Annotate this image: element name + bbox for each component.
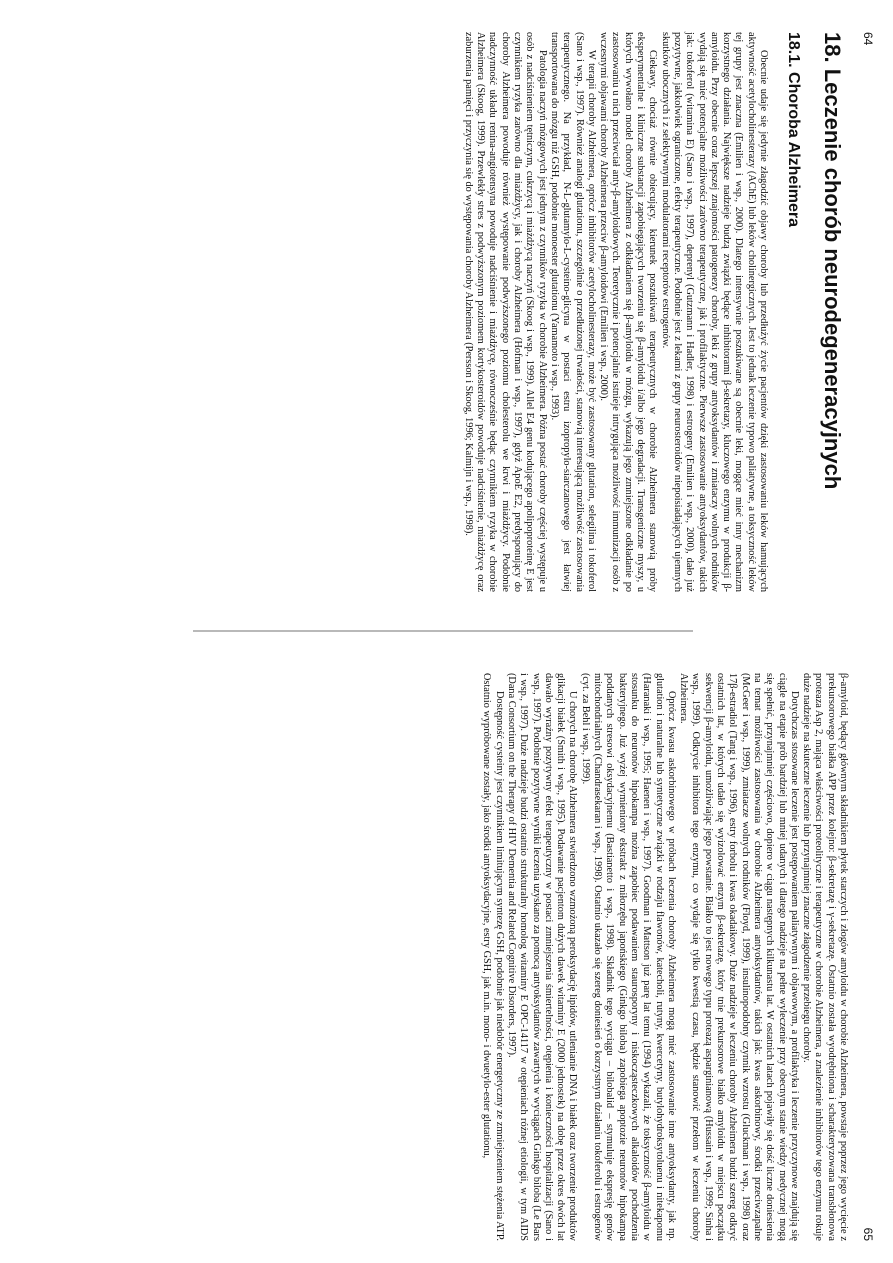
- paragraph: Ciekawy, chociaż równie obiecujący, kierunek poszukiwań terapeutycznych w chorobie Alzheimera stanowią próby eksperymentalne i kliniczne substancji zapobiegających tworzeniu się β-amyloidu i/albo jego degradacji. Transgeniczne myszy, u których wywołano model choroby Alzheimera z odkładaniem się β-amyloidu w mózgu, wykazują jego zmniejszone odkładanie po zastosowaniu u nich przeciwciał anty-β-amyloidowych. Teoretycznie i potencjalnie istnieje intrygująca możliwość immunizacji osób z wczesnymi objawami choroby Alzheimera przeciw β-amyloidowi (Emilien i wsp., 2000).: [598, 32, 659, 592]
- section-title: 18.1. Choroba Alzheimera: [785, 32, 802, 228]
- page-gutter: [0, 630, 893, 632]
- paragraph: U chorych na chorobę Alzheimera stwierdzono wzmożoną peroksydację lipidów, utlenianie DNA i białek oraz tworzenie produktów glikacji białek (Smith i wsp., 1995). Podawanie pacjentom dużych dawek witaminy E (2000 jednostek) na dobę przez okres dwóch lat dawało wyraźny pozytywny efekt terapeutyczny w postaci zmniejszenia śmiertelności, otępienia i konieczności hospitalizacji (Sano i wsp., 1997). Podobnie pozytywne wyniki leczenia uzyskano za pomocą antyoksydantów zawartych w wyciągach Ginkgo biloba (Le Bars i wsp., 1997). Duże nadzieje budzi ostatnio strukturalny homolog witaminy E OPC-14117 w otępieniach różnej etiologii, w tym AIDS (Dana Consortium on the Therapy of HIV Dementia and Related Cognitive Disorders, 1997).: [505, 673, 579, 1241]
- paragraph: Dostępność cysteiny jest czynnikiem limitującym syntezę GSH, podobnie jak niedobór energetyczny ze zmniejszeniem stężenia ATP. Ostatnio wypróbowane zostały, jako środki antyoksydacyjne, estry GSH, jak m.in. mono- i dwuetylo-ester glutationu,: [481, 673, 505, 1241]
- page-number-left: 64: [861, 32, 875, 46]
- page-number-right: 65: [861, 1227, 875, 1241]
- paragraph: Patologia naczyń mózgowych jest jednym z czynników ryzyka w chorobie Alzheimera. Późna postać choroby częściej występuje u osób z nadciśnieniem tętniczym, cukrzycą i miażdżycą naczyń (Skoog i wsp., 1999). Allel E4 genu kodującego apolipoproteinę E jest czynnikiem ryzyka zarówno dla miażdżycy, jak i choroby Alzheimera (Hofman i wsp., 1997), gdyż ApoE E2, predysponujący do choroby Alzheimera powoduje również występowanie podwyższonego poziomu cholesterolu we krwi i miażdżycy. Podobnie nadczynność układu renina-angiotensyna powoduje nadciśnienie i miażdżycę, równocześnie będąc czynnikiem ryzyka w chorobie Alzheimera (Skoog, 1999). Przewlekły stres z podwyższonym poziomem kortykosteroidów powoduje nadciśnienie, miażdżycę oraz zaburzenia pamięci i przyczynia się do występowania choroby Alzheimera (Persson i Skoog, 1996; Kalmijn i wsp., 1998).: [462, 32, 548, 592]
- paragraph: Oprócz kwasu askorbinowego w próbach leczenia choroby Alzheimera mogą mieć zastosowanie inne antyoksydanty, jak np. glutation i naturalne lub syntetyczne związki w rodzaju flawonów, katecholi, rutyny, kwercetyny, butylohydroksytoluenu i nitekapomu (Haranaki i wsp., 1995; Haenen i wsp., 1997). Goodman i Mattson już parę lat temu (1994) wykazali, że toksyczność β-amyloidu w stosunku do neuronów hipokampa można zapobiec podawaniem staurosporyny i niskocząsteczkowych alkaloidów pochodzenia bakteryjnego. Już wyżej wymieniony ekstrakt z miłorzębu japońskiego (Ginkgo biloba) zapobiega apoptozie neuronów hipokampa poddanych stresowi oksydacyjnemu (Bastianetto i wsp., 1998). Składnik tego wyciągu – bilobalid – stymuluje ekspresję genów mitochondrialnych (Chandrasekaran i wsp., 1998). Ostatnio ukazało się szereg doniesień o korzystnym działaniu tokoferolu i estrogenów (cyt. za Behl i wsp., 1999).: [579, 673, 677, 1241]
- paragraph: β-amyloid, będący głównym składnikiem płytek starczych i złogów amyloidu w chorobie Alzheimera, powstaje poprzez jego wycięcie z prekursorowego białka APP przez kolejno: β-sekretazę i γ-sekretazę. Ostatnio została wyodrębniona i scharakteryzowana transbłonowa proteaza Asp 2, mająca właściwości proteolityczne i terapeutyczne w chorobie Alzheimera, a znalezienie inhibitorów tego enzymu rokuje duże nadzieje na skuteczne leczenie lub przynajmniej znaczne złagodzenie przebiegu choroby.: [801, 673, 849, 1241]
- right-page: [0, 643, 893, 1263]
- chapter-title: 18. Leczenie chorób neurodegeneracyjnych: [820, 32, 845, 490]
- paragraph: Obecnie udaje się jedynie złagodzić objawy choroby lub przedłużyć życie pacjentów dzięki zastosowaniu leków hamujących aktywność acetylocholinesterazy (AChE) lub leków cholinergicznych. Jest to jednak leczenie typowo paliatywne, a toksyczność leków tej grupy jest znaczna (Emilien i wsp., 2000). Dlatego intensywnie poszukiwane są obecnie leki, mogące mieć inny mechanizm korzystnego działania. Największe nadzieje budzą związki będące inhibitorami β-sekretazy, kluczowego enzymu w produkcji β-amyloidu. Przy obecnie coraz lepszej znajomości patogenezy choroby, leki z grupy antyoksydantów i zmiataczy wolnych rodników wydają się mieć potencjalne możliwości zarówno terapeutyczne, jak i profilaktyczne. Pierwsze zastosowanie antyoksydantów, takich jak: tokoferol (witamina E) (Sano i wsp., 1997), deprenyl (Gutzmann i Hadler, 1998) i estrogeny (Emilien i wsp., 2000), dało już pozytywne, jakkolwiek ograniczone, efekty terapeutyczne. Podobnie jest z lekami z grupy neurosteroidów niepoisiadających ujemnych skutków ubocznych i z selektywnymi modulatorami receptorów estrogenów.: [659, 32, 769, 592]
- left-page: [0, 0, 893, 620]
- paragraph: W terapii choroby Alzheimera, oprócz inhibitorów acetylocholinesterazy, może być zastosowany glutation, selegilina i tokoferol (Sano i wsp., 1997). Również analogi glutationu, szczególnie o przedłużonej trwałości, stanowią interesującą możliwość zastosowania terapeutycznego. Na przykład, N-L-glutamylo-L-cysteino-glicyna w postaci estru izopropylo-siarczanowego jest łatwiej transportowana do mózgu niż GSH, podobnie monoester glutationu (Yamamoto i wsp., 1993).: [548, 32, 597, 592]
- paragraph: Dotychczas stosowane leczenie jest postępowaniem paliatywnym i objawowym, a profilaktyka i leczenie przyczynowe znajdują się ciągle na etapie prób bardziej lub mniej udanych i dlatego nadzieje na pełne wyleczenie przy obecnym stanie wiedzy medycznej mogą się spełnić, przynajmniej częściowo, dopiero w ciągu następnych kilkunastu lat. W ostatnich latach pojawiły się dość liczne doniesienia na temat możliwości zastosowania w chorobie Alzheimera antyoksydantów, takich jak: kwas askorbinowy, środki przeciwzapalne (McGeer i wsp., 1999), zmiatacze wolnych rodników (Floyd, 1999), insulinopodobny czynnik wzrostu (Gluckman i wsp., 1998) oraz 17β-estradiol (Tang i wsp., 1996), estry forbolu i kwas okadaikowy. Duże nadzieje w leczeniu choroby Alzheimera budzi szereg odkryć ostatnich lat, w których udało się wyizolować enzym β-sekretazę, który tnie prekursorowe białko amyloidu w miejscu początku sekwencji β-amyloidu, umożliwiając jego powstanie. Białko to jest nowego typu proteazą asparginianową (Hussain i wsp., 1999; Sinha i wsp., 1999). Odkrycie inhibitora tego enzymu, co wydaje się tylko kwestią czasu, będzie stanowić przełom w leczeniu choroby Alzheimera.: [678, 673, 800, 1241]
